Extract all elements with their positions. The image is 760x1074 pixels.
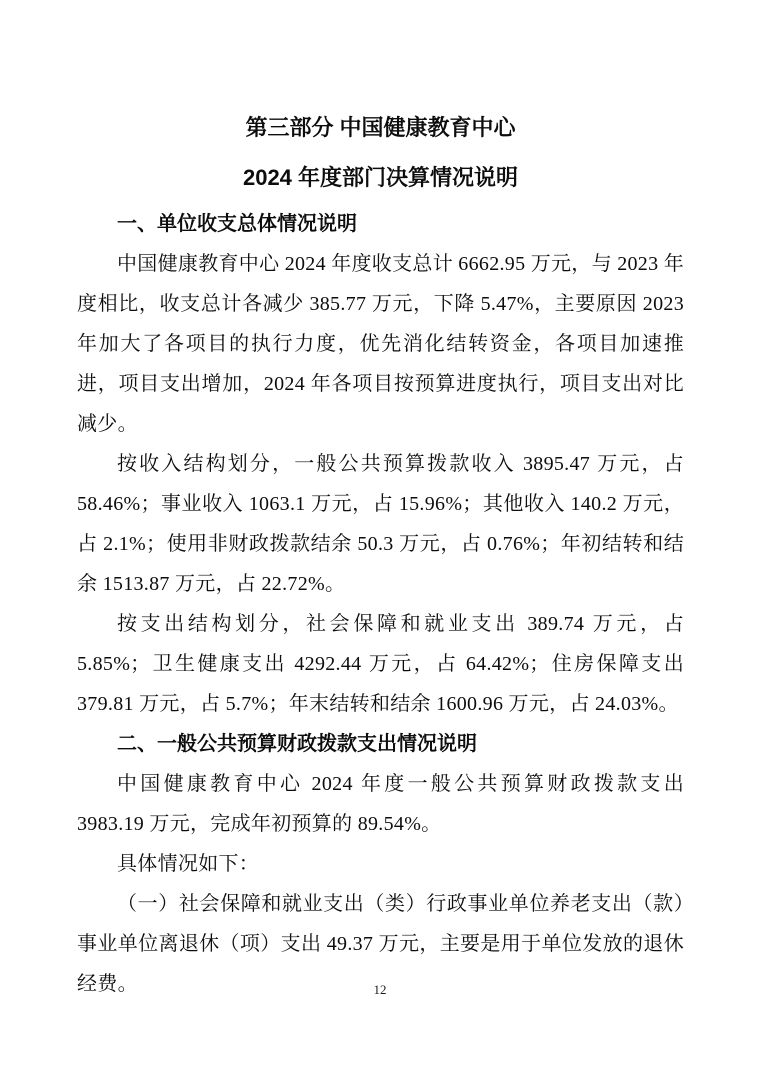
- section-heading-public-budget-expense: 二、一般公共预算财政拨款支出情况说明: [117, 733, 477, 755]
- paragraph-budget-expense-total: 中国健康教育中心 2024 年度一般公共预算财政拨款支出 3983.19 万元，完成年初预算的 89.54%。: [77, 773, 684, 835]
- section-heading-income-expense-overview: 一、单位收支总体情况说明: [117, 213, 357, 235]
- page-number: 12: [373, 982, 387, 997]
- document-title-part: 第三部分 中国健康教育中心: [245, 115, 516, 140]
- paragraph-income-structure: 按收入结构划分，一般公共预算拨款收入 3895.47 万元，占 58.46%；事业收入 1063.1 万元，占 15.96%；其他收入 140.2 万元，占 2.1%；使用非财政拨款结余 50.3 万元，占 0.76%；年初结转和结余 1513.87 万元，占 22.72%。: [77, 453, 684, 595]
- paragraph-details-intro: 具体情况如下：: [117, 853, 260, 875]
- paragraph-total-income-expense: 中国健康教育中心 2024 年度收支总计 6662.95 万元，与 2023 年度相比，收支总计各减少 385.77 万元，下降 5.47%，主要原因 2023 年加大了各项目的执行力度，优先消化结转资金，各项目加速推进，项目支出增加，2024 年各项目按预算进度执行，项目支出对比减少。: [77, 253, 684, 435]
- document-title-subtitle: 2024 年度部门决算情况说明: [242, 165, 519, 190]
- paragraph-expense-structure: 按支出结构划分，社会保障和就业支出 389.74 万元，占 5.85%；卫生健康支出 4292.44 万元，占 64.42%；住房保障支出 379.81 万元，占 5.7%；年末结转和结余 1600.96 万元，占 24.03%。: [77, 613, 684, 715]
- paragraph-social-security-pension-expense: （一）社会保障和就业支出（类）行政事业单位养老支出（款）事业单位离退休（项）支出 49.37 万元，主要是用于单位发放的退休经费。: [77, 893, 684, 995]
